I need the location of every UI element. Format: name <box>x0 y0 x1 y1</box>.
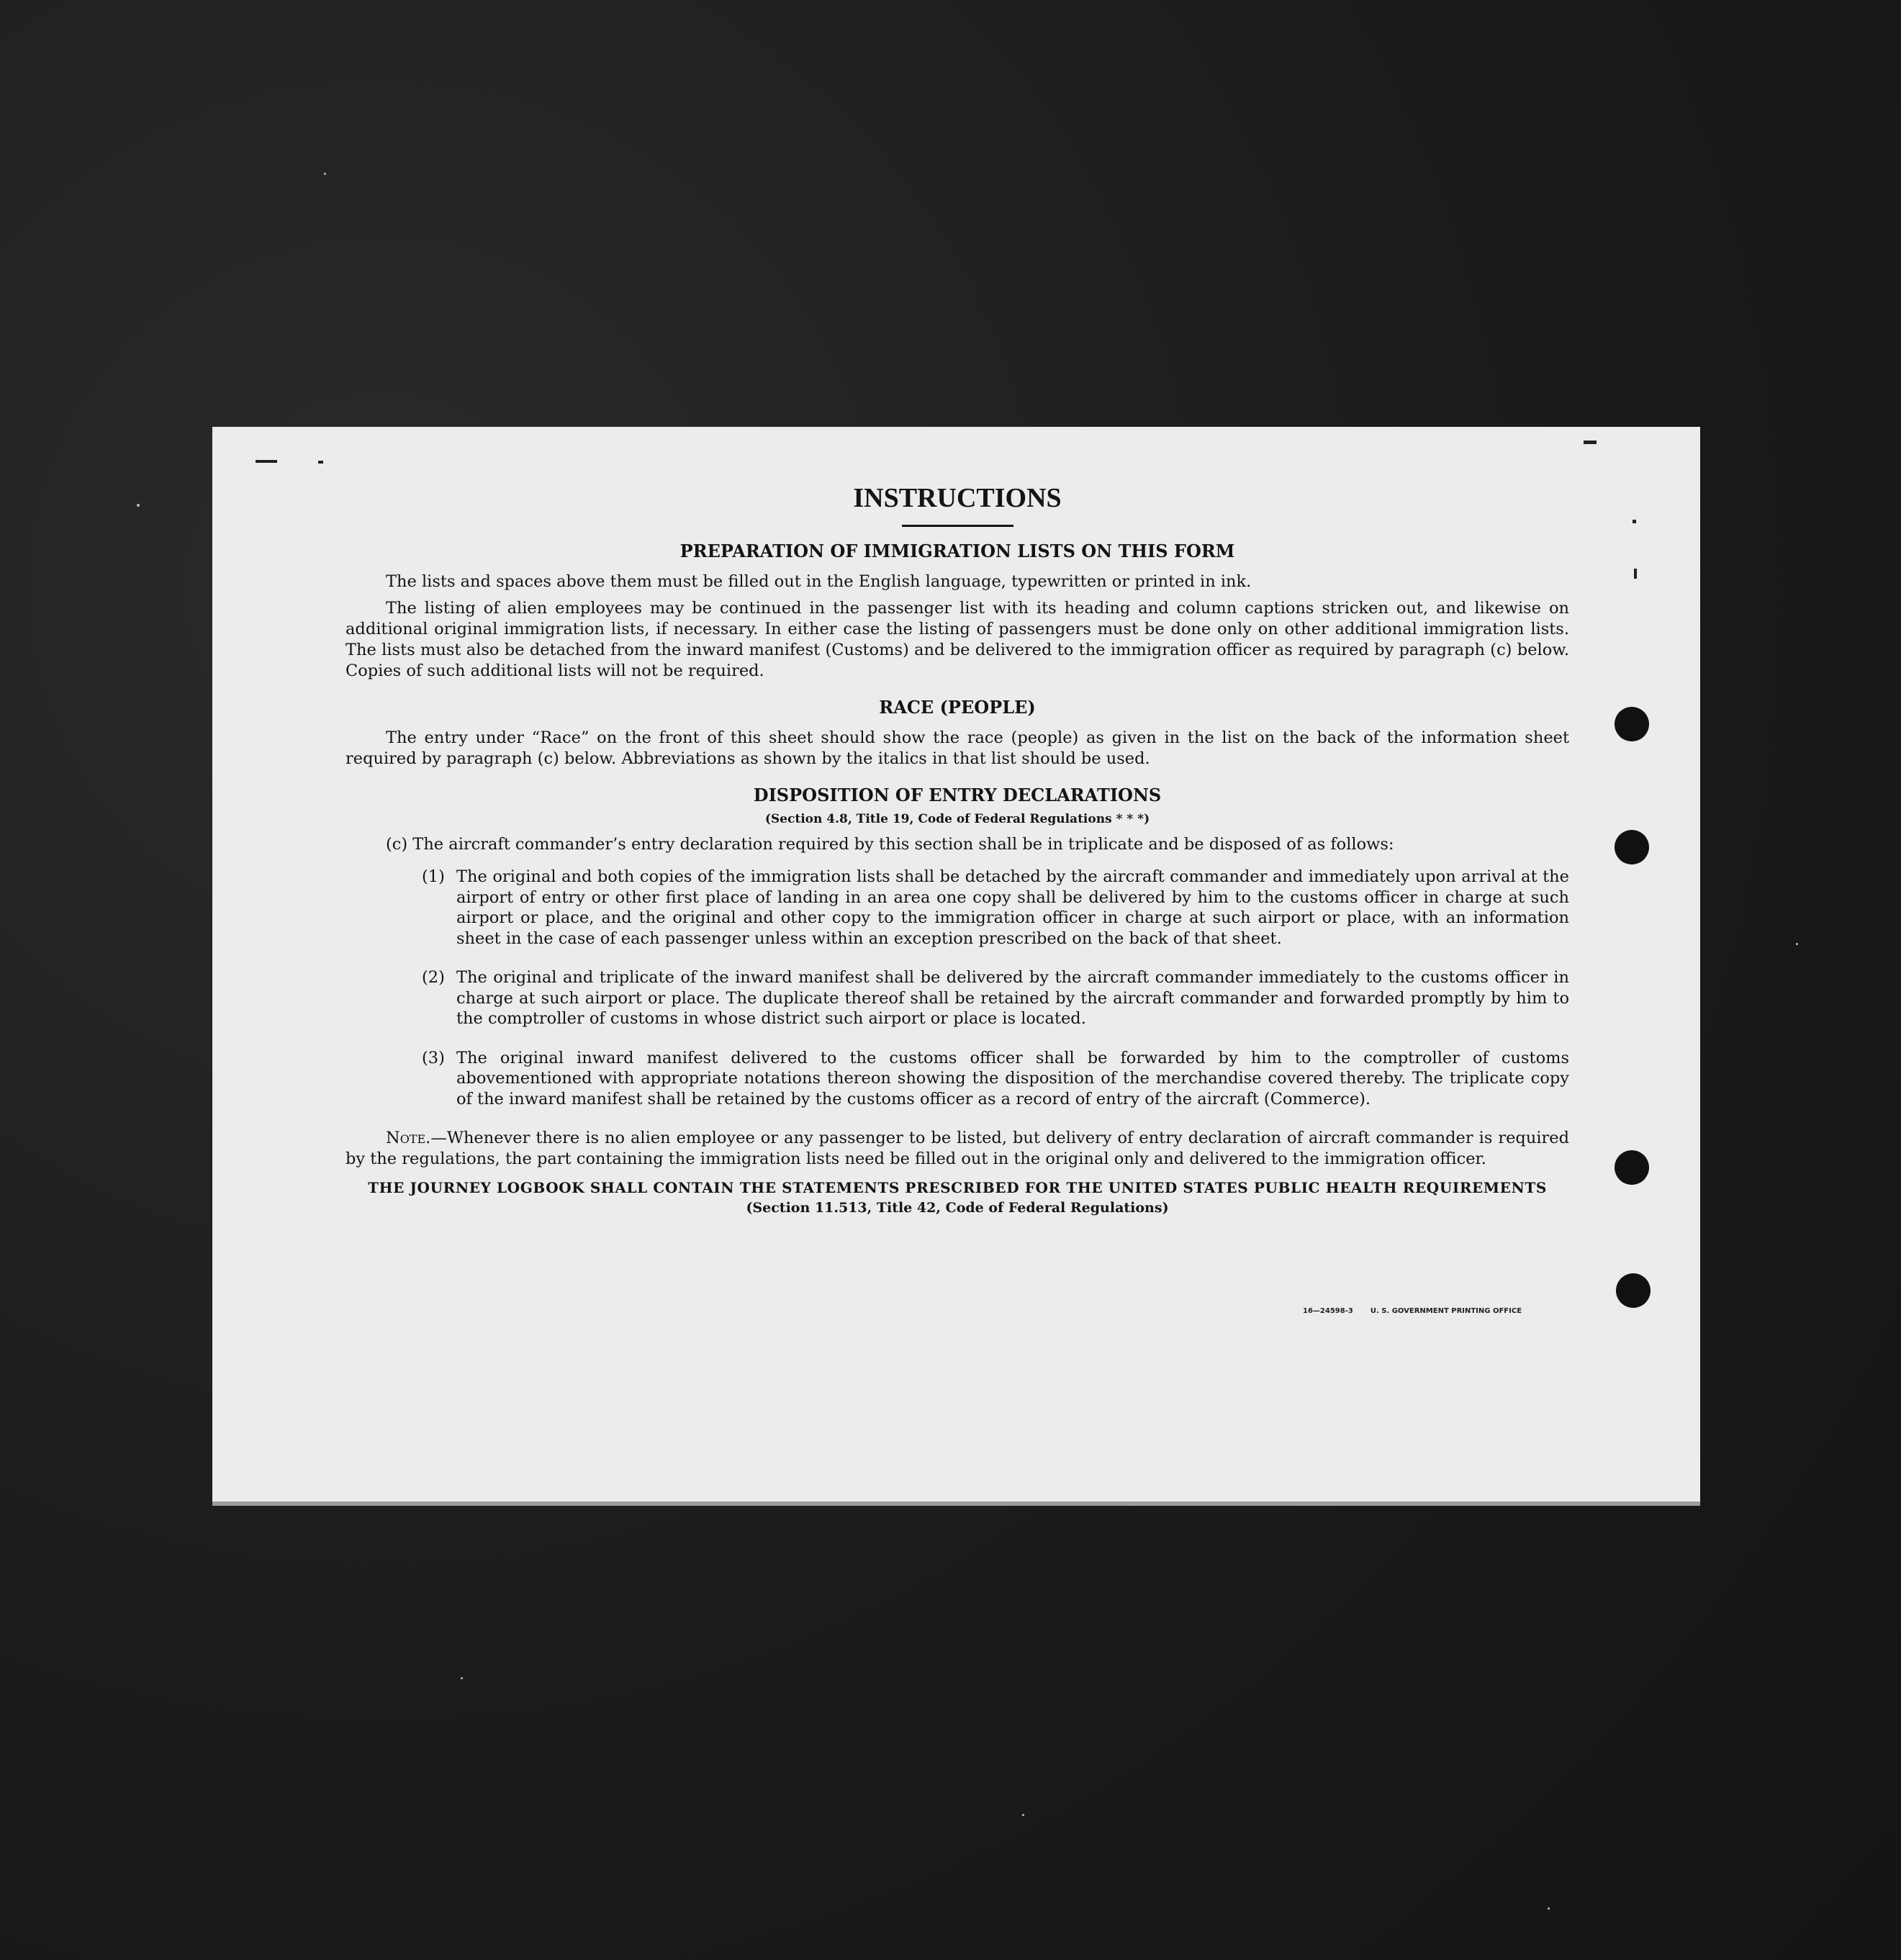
item-number: (2) <box>422 968 445 987</box>
punch-hole <box>1615 707 1649 741</box>
disposition-item <box>422 1048 1569 1110</box>
disposition-citation: (Section 4.8, Title 19, Code of Federal Regulations * * *) <box>764 812 1150 826</box>
logbook-statement: THE JOURNEY LOGBOOK SHALL CONTAIN THE STATEMENTS PRESCRIBED FOR THE UNITED STATES PUBLIC HEALTH REQUIREMENTS <box>368 1179 1547 1196</box>
printer-imprint <box>1303 1307 1539 1315</box>
stray-mark <box>1584 441 1597 444</box>
dust-speck <box>1548 1907 1550 1910</box>
section-heading-disposition: DISPOSITION OF ENTRY DECLARATIONS <box>753 785 1162 805</box>
disposition-item <box>422 967 1569 1029</box>
sheet-bottom-edge <box>212 1501 1700 1506</box>
disposition-item <box>422 867 1569 949</box>
note-label: Note. <box>386 1129 431 1147</box>
item-number: (1) <box>422 867 445 886</box>
section-heading-race: RACE (PEOPLE) <box>879 697 1036 718</box>
item-number: (3) <box>422 1048 445 1067</box>
stray-mark <box>256 460 277 463</box>
race-paragraph: The entry under “Race” on the front of this sheet should show the race (people) as given in the list on the back of the information sheet required by paragraph (c) below. Abbreviations as shown by the italics in that list should be used. <box>346 728 1569 768</box>
dust-speck <box>1796 943 1798 945</box>
disposition-intro: (c) The aircraft commander’s entry declaration required by this section shall be in triplicate and be disposed of as follows: <box>386 835 1394 854</box>
item-text: The original and both copies of the immigration lists shall be detached by the aircraft commander and immediately upon arrival at the airport of entry or other first place of landing in an area one copy shall be delivered by him to the customs officer in charge at such airport or place, and the original and other copy to the immigration officer in charge at such airport or place, with an information sheet in the case of each passenger unless within an exception prescribed on the back of that sheet. <box>456 867 1569 948</box>
item-text: The original and triplicate of the inward manifest shall be delivered by the aircraft commander immediately to the customs officer in charge at such airport or place. The duplicate thereof shall be retained by the aircraft commander and forwarded promptly by him to the comptroller of customs in whose district such airport or place is located. <box>456 968 1569 1028</box>
preparation-paragraph-2: The listing of alien employees may be continued in the passenger list with its heading and column captions stricken out, and likewise on additional original immigration lists, if necessary. In either case the listing of passengers must be done only on other additional immigration lists. The lists must also be detached from the inward manifest (Customs) and be delivered to the immigration officer as required by paragraph (c) below. Copies of such additional lists will not be required. <box>346 599 1569 680</box>
instructions-content <box>346 479 1569 1217</box>
dust-speck <box>1022 1814 1024 1816</box>
dust-speck <box>461 1677 463 1679</box>
preparation-paragraph-1: The lists and spaces above them must be filled out in the English language, typewritten or printed in ink. <box>386 572 1252 591</box>
dust-speck <box>137 504 140 507</box>
punch-hole <box>1616 1273 1651 1308</box>
item-text: The original inward manifest delivered to the customs officer shall be forwarded by him to the comptroller of customs abovementioned with appropriate notations thereon showing the disposition of the merchandise covered thereby. The triplicate copy of the inward manifest shall be retained by the customs officer as a record of entry of the aircraft (Commerce). <box>456 1048 1569 1108</box>
title-underline <box>902 525 1013 527</box>
form-code: 16—24598-3 <box>1303 1307 1353 1315</box>
punch-hole <box>1615 830 1649 864</box>
printing-office: U. S. GOVERNMENT PRINTING OFFICE <box>1370 1307 1522 1315</box>
stray-mark <box>318 461 323 464</box>
section-heading-preparation: PREPARATION OF IMMIGRATION LISTS ON THIS FORM <box>679 541 1235 561</box>
logbook-citation: (Section 11.513, Title 42, Code of Federal Regulations) <box>746 1200 1169 1216</box>
note-paragraph <box>346 1128 1569 1170</box>
punch-hole <box>1615 1150 1649 1185</box>
dust-speck <box>324 173 326 175</box>
note-text: —Whenever there is no alien employee or any passenger to be listed, but delivery of entry declaration of aircraft commander is required by the regulations, the part containing the immigration lists need be filled out in the original only and delivered to the immigration officer. <box>346 1129 1569 1168</box>
page-title: INSTRUCTIONS <box>853 483 1062 513</box>
stray-mark <box>1633 520 1636 523</box>
stray-mark <box>1634 569 1637 579</box>
